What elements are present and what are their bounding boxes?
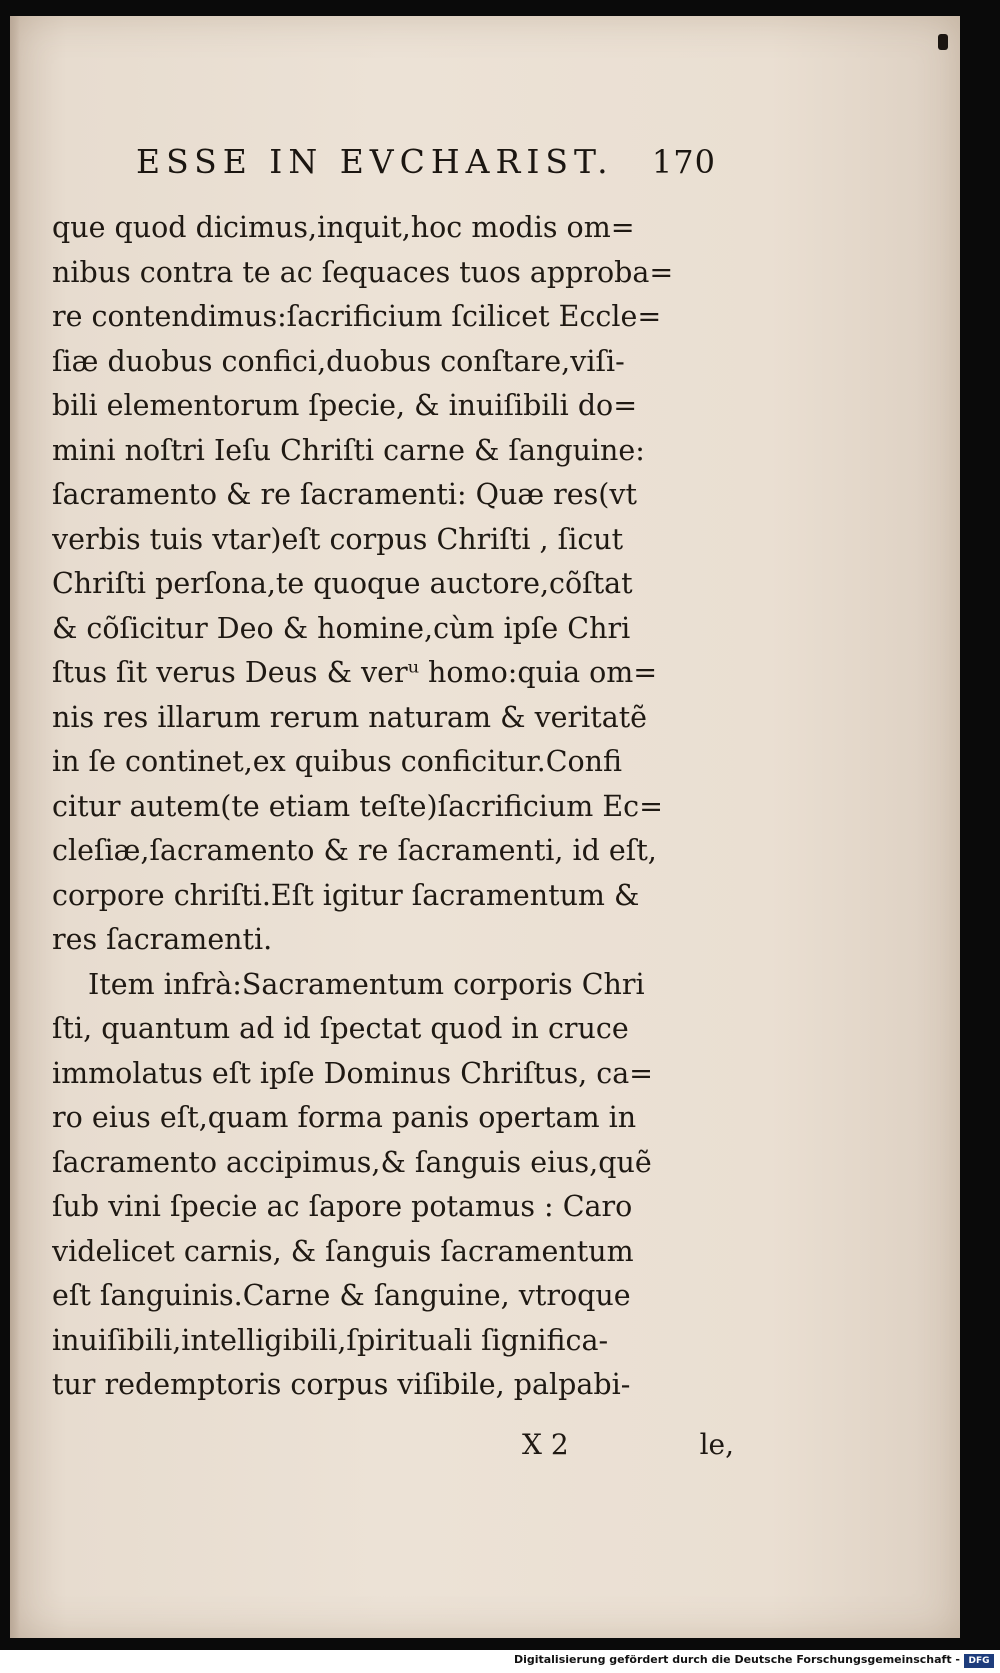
text-line: ſub vini ſpecie ac ſapore potamus : Caro <box>52 1190 633 1223</box>
text-line: in ſe continet,ex quibus conficitur.Confi <box>52 745 623 778</box>
text-line: nis res illarum rerum naturam & veritatẽ <box>52 700 648 734</box>
digitization-credit: Digitalisierung gefördert durch die Deutsche Forschungsgemeinschaft - <box>513 1653 960 1666</box>
text-line: ro eius eſt,quam forma panis opertam in <box>52 1101 637 1134</box>
page-edge-shadow <box>10 16 20 1638</box>
text-line: ſti, quantum ad id ſpectat quod in cruce <box>52 1012 629 1045</box>
text-line: inuiſibili,intelligibili,ſpirituali ſignifica- <box>52 1323 609 1357</box>
signature-line <box>522 1428 742 1472</box>
catchword: le, <box>699 1428 734 1461</box>
text-line: ſacramento accipimus,& ſanguis eius,quẽ <box>52 1145 652 1179</box>
text-line: ſacramento & re ſacramenti: Quæ res(vt <box>52 478 637 511</box>
signature-mark: X 2 <box>522 1428 569 1461</box>
book-page <box>10 16 960 1638</box>
text-line: mini noſtri Ieſu Chriſti carne & ſanguine: <box>52 433 645 467</box>
text-line: videlicet carnis, & ſanguis ſacramentum <box>52 1234 634 1268</box>
dfg-logo: DFG <box>964 1654 994 1668</box>
running-title: ESSE IN EVCHARIST. <box>136 142 614 181</box>
text-line: & cõſicitur Deo & homine,cùm ipſe Chri <box>52 611 631 645</box>
text-line: ſiæ duobus confici,duobus conſtare,viſi- <box>52 344 625 378</box>
text-line: Chriſti perſona,te quoque auctore,cõſtat <box>52 567 633 600</box>
text-line: nibus contra te ac ſequaces tuos approba= <box>52 255 674 289</box>
text-line: verbis tuis vtar)eſt corpus Chriſti , ſicut <box>52 522 624 556</box>
text-line: immolatus eſt ipſe Dominus Chriſtus, ca= <box>52 1056 654 1090</box>
text-line: tur redemptoris corpus viſibile, palpabi- <box>52 1368 631 1401</box>
text-line: corpore chriſti.Eſt igitur ſacramentum & <box>52 878 640 912</box>
text-line: re contendimus:ſacrificium ſcilicet Eccle= <box>52 300 662 333</box>
text-line: citur autem(te etiam teſte)ſacrificium Ec= <box>52 789 663 823</box>
digitization-footer <box>0 1650 1000 1673</box>
text-line: eſt ſanguinis.Carne & ſanguine, vtroque <box>52 1279 631 1312</box>
text-line: cleſiæ,ſacramento & re ſacramenti, id eſt, <box>52 834 657 867</box>
text-line: bili elementorum ſpecie, & inuiſibili do= <box>52 389 638 422</box>
text-line: que quod dicimus,inquit,hoc modis om= <box>52 211 635 244</box>
body-text <box>52 206 742 1408</box>
text-line: res ſacramenti. <box>52 923 273 956</box>
text-line: ſtus ſit verus Deus & verᵘ homo:quia om= <box>52 656 658 689</box>
ink-spot <box>938 34 948 50</box>
running-head <box>136 142 716 192</box>
paragraph-start-line: Item infrà:Sacramentum corporis Chri <box>88 967 645 1001</box>
page-number: 170 <box>651 143 716 181</box>
